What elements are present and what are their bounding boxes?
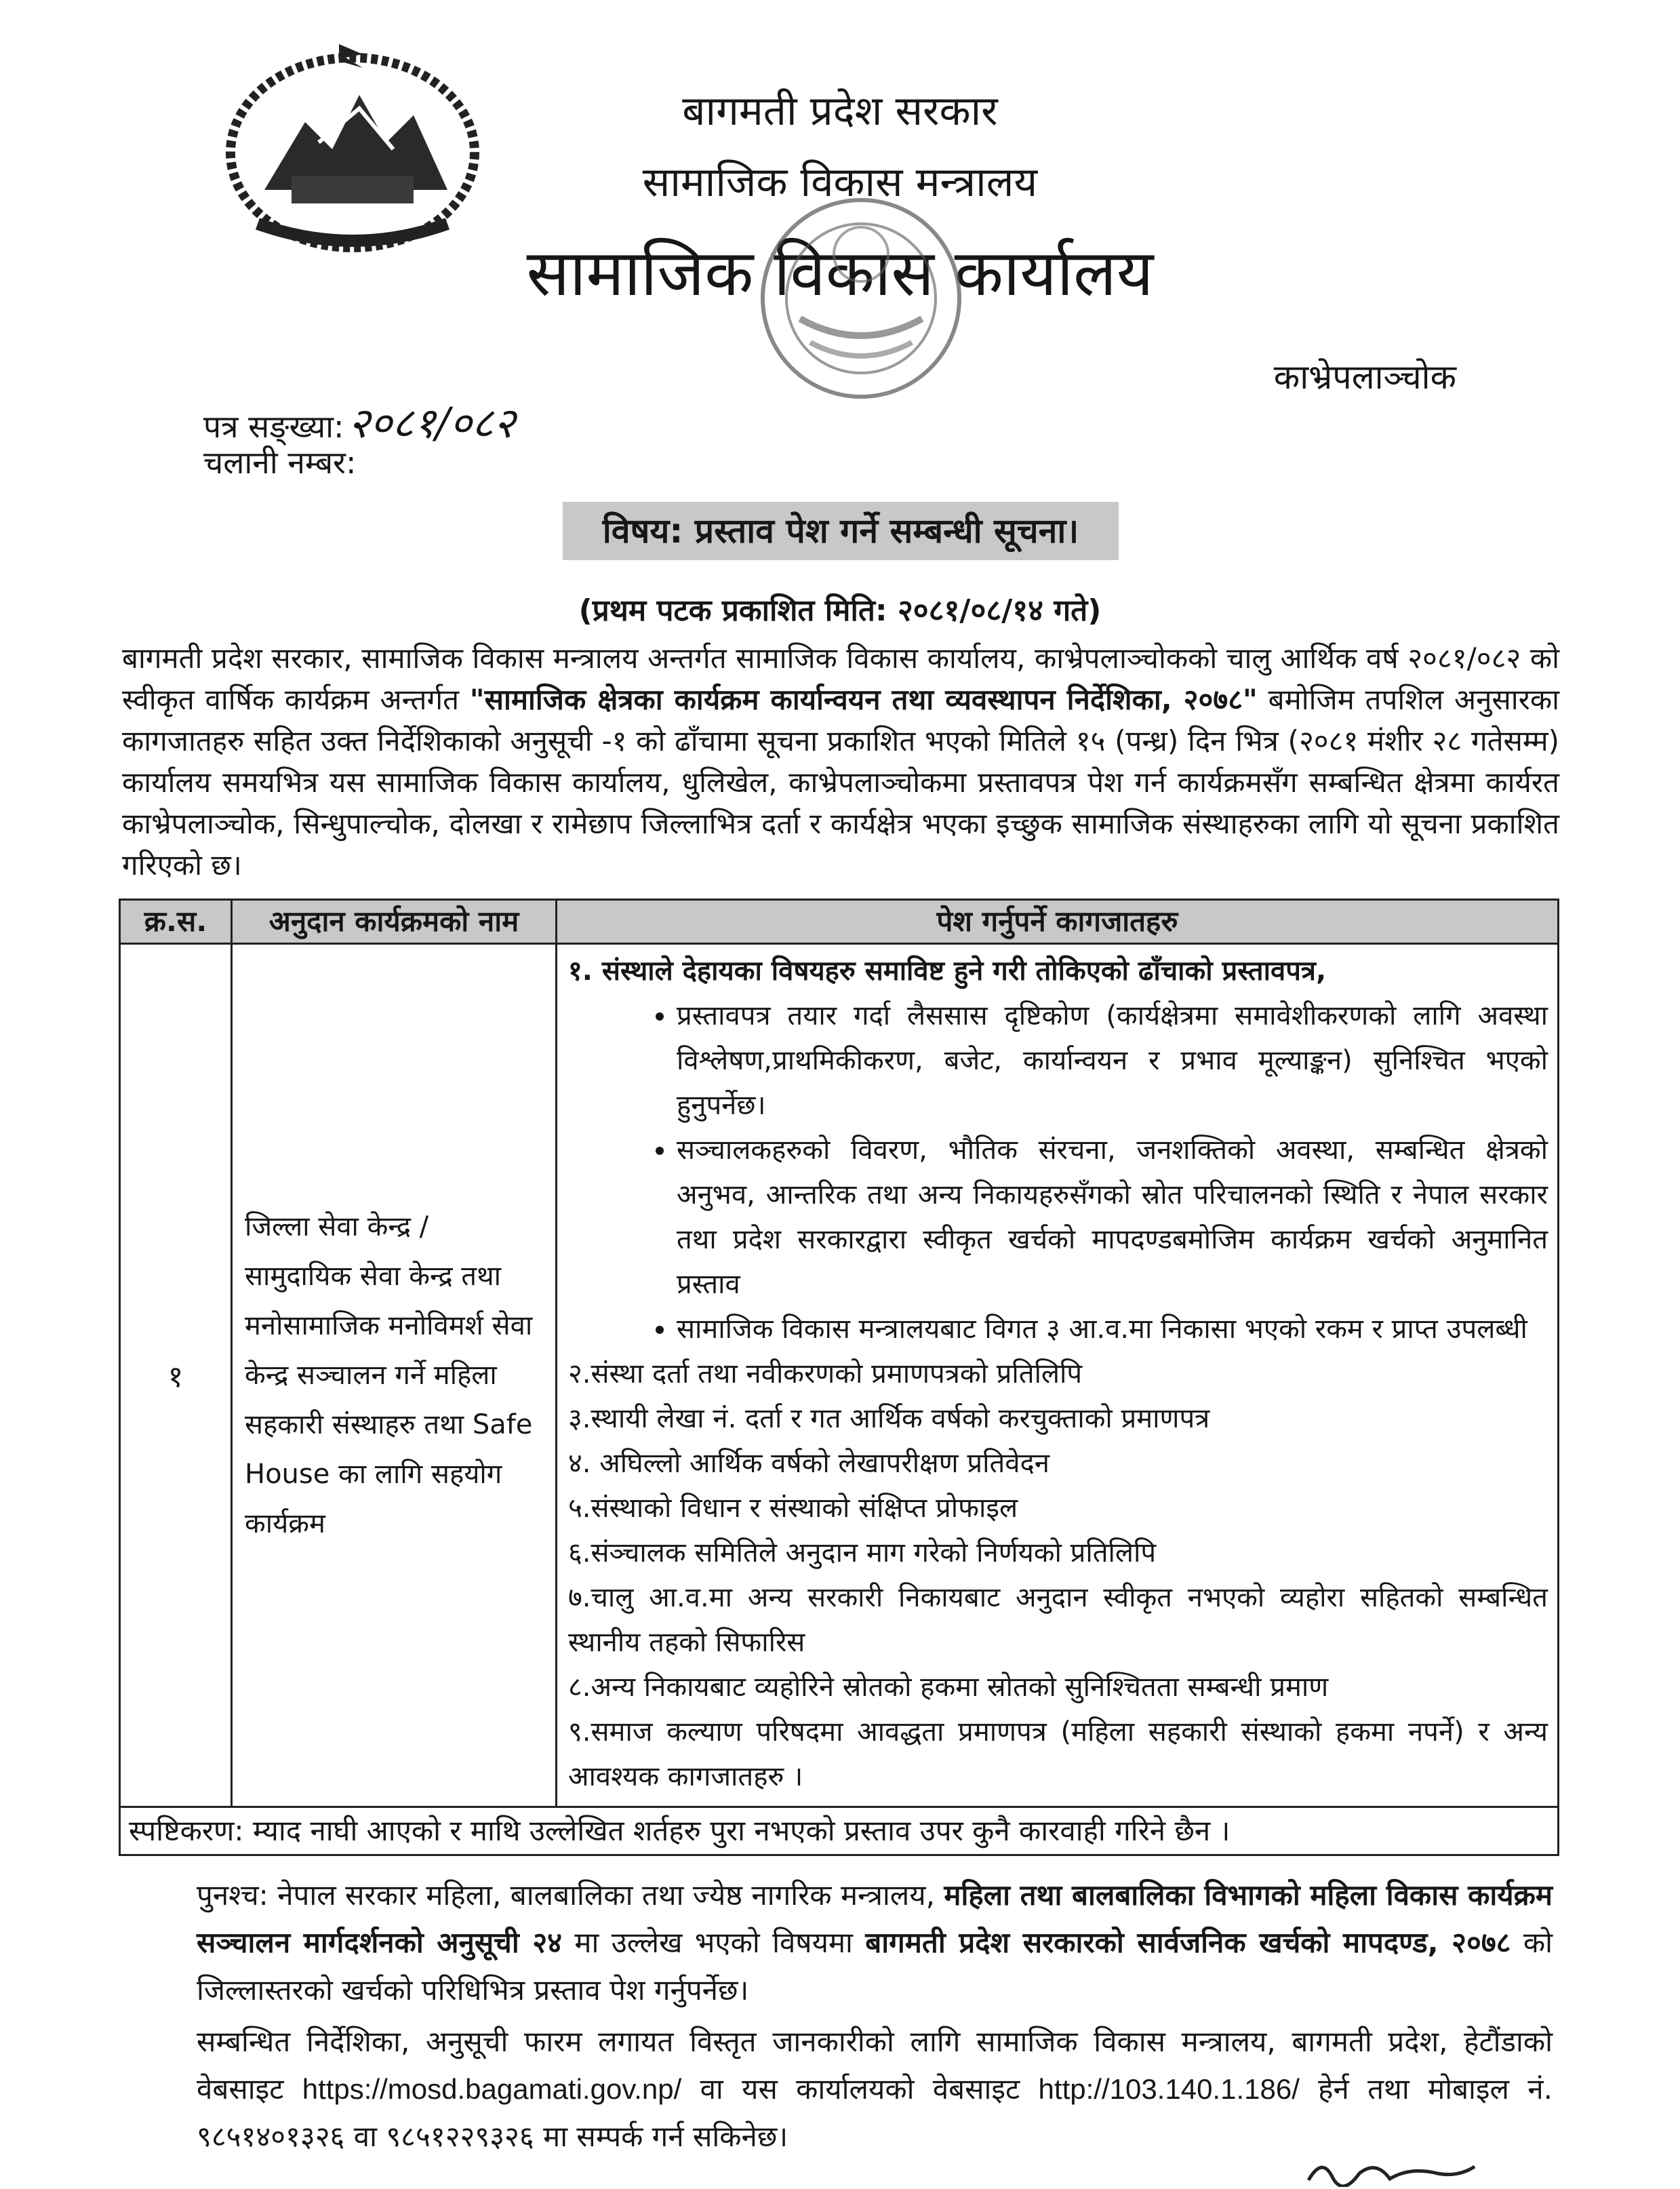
handwritten-signature-icon — [1302, 2153, 1478, 2187]
office-website-link[interactable]: http://103.140.1.186/ — [1038, 2073, 1300, 2105]
publish-date: (प्रथम पटक प्रकाशित मिति: २०८१/०८/१४ गते) — [578, 593, 1102, 628]
postscript-text-a: पुनश्च: नेपाल सरकार महिला, बालबालिका तथा ज्येष्ठ नागरिक मन्त्रालय, — [197, 1878, 944, 1912]
office-name: सामाजिक विकास कार्यालय — [526, 237, 1154, 311]
doc-item: ३.स्थायी लेखा नं. दर्ता र गत आर्थिक वर्षको करचुक्ताको प्रमाणपत्र — [568, 1403, 1210, 1434]
doc-item: ९.समाज कल्याण परिषदमा आवद्धता प्रमाणपत्र (महिला सहकारी संस्थाको हकमा नपर्ने) र अन्य आवश्यक कागजातहरु । — [568, 1716, 1548, 1792]
contact-text-a: सम्बन्धित निर्देशिका, अनुसूची फारम लगायत विस्तृत जानकारीको लागि सामाजिक विकास मन्त्रालय, बागमती प्रदेश, हेटौंडाको वेबसाइट — [197, 2025, 1553, 2106]
row-program-name: जिल्ला सेवा केन्द्र / सामुदायिक सेवा केन्द्र तथा मनोसामाजिक मनोविमर्श सेवा केन्द्र सञ्चालन गर्ने महिला सहकारी संस्थाहरु तथा Safe House का लागि सहयोग कार्यक्रम — [232, 944, 557, 1807]
nepal-government-emblem-icon — [217, 41, 488, 258]
col-header-sn: क्र.स. — [120, 900, 232, 944]
doc-item: ५.संस्थाको विधान र संस्थाको संक्षिप्त प्रोफाइल — [568, 1493, 1018, 1524]
doc-item: २.संस्था दर्ता तथा नवीकरणको प्रमाणपत्रको प्रतिलिपि — [568, 1358, 1083, 1389]
postscript-text-b: मा उल्लेख भएको विषयमा — [562, 1926, 866, 1959]
doc-item: ४. अघिल्लो आर्थिक वर्षको लेखापरीक्षण प्रतिवेदन — [568, 1448, 1049, 1479]
ministry-website-link[interactable]: https://mosd.bagamati.gov.np/ — [302, 2073, 682, 2105]
col-header-program: अनुदान कार्यक्रमको नाम — [232, 900, 557, 944]
intro-directive-name: "सामाजिक क्षेत्रका कार्यक्रम कार्यान्वयन तथा व्यवस्थापन निर्देशिका, २०७८" — [469, 683, 1258, 716]
doc-sublist — [568, 993, 1548, 1352]
notice-subject: विषय: प्रस्ताव पेश गर्ने सम्बन्धी सूचना। — [563, 502, 1119, 560]
doc-item: ७.चालु आ.व.मा अन्य सरकारी निकायबाट अनुदान स्वीकृत नभएको व्यहोरा सहितको सम्बन्धित स्थानीय तहको सिफारिस — [568, 1582, 1548, 1658]
ministry-name: सामाजिक विकास मन्त्रालय — [642, 159, 1038, 206]
table-row — [120, 1807, 1559, 1855]
letter-number-label: पत्र सङ्ख्या: — [203, 408, 344, 445]
contact-text-c: हेर्न तथा मोबाइल नं. ९८५१४०१३२६ वा ९८५१२२९३२६ मा सम्पर्क गर्न सकिनेछ। — [197, 2072, 1553, 2153]
intro-text-b: बमोजिम तपशिल अनुसारका कागजातहरु सहित उक्त निर्देशिकाको अनुसूची -१ को ढाँचामा सूचना प्रकाशित भएको मितिले १५ (पन्ध्र) दिन भित्र (२०८१ मंशीर २८ गतेसम्म) कार्यालय समयभित्र यस सामाजिक विकास कार्यालय, धुलिखेल, काभ्रेपलाञ्चोकमा प्रस्तावपत्र पेश गर्न कार्यक्रमसँग सम्बन्धित क्षेत्रमा कार्यरत काभ्रेपलाञ्चोक, सिन्धुपाल्चोक, दोलखा र रामेछाप जिल्लाभित्र दर्ता र कार्यक्षेत्र भएका इच्छुक सामाजिक संस्थाहरुका लागि यो सूचना प्रकाशित गरिएको छ। — [122, 683, 1559, 882]
intro-text-a: बागमती प्रदेश सरकार, सामाजिक विकास मन्त्रालय अन्तर्गत सामाजिक विकास कार्यालय, काभ्रेपलाञ्चोकको चालु आर्थिक वर्ष २०८१/०८२ को स्वीकृत वार्षिक कार्यक्रम अन्तर्गत — [122, 642, 1559, 716]
postscript-text-c: को जिल्लास्तरको खर्चको परिधिभित्र प्रस्ताव पेश गर्नुपर्नेछ। — [197, 1926, 1553, 2007]
postscript-paragraph — [197, 1872, 1553, 2014]
letter-number-value: २०८१/०८२ — [348, 398, 516, 448]
doc-bullet: • सञ्चालकहरुको विवरण, भौतिक संरचना, जनशक्तिको अवस्था, सम्बन्धित क्षेत्रको अनुभव, आन्तरिक तथा अन्य निकायहरुसँगको स्रोत परिचालनको स्थिति र नेपाल सरकार तथा प्रदेश सरकारद्वारा स्वीकृत खर्चको मापदण्डबमोजिम कार्यक्रम खर्चको अनुमानित प्रस्ताव — [677, 1128, 1548, 1307]
doc-item: १. संस्थाले देहायका विषयहरु समाविष्ट हुने गरी तोकिएको ढाँचाको प्रस्तावपत्र, — [568, 955, 1327, 987]
doc-item: ८.अन्य निकायबाट व्यहोरिने स्रोतको हकमा स्रोतको सुनिश्चितता सम्बन्धी प्रमाण — [568, 1672, 1329, 1703]
postscript-guideline: महिला तथा बालबालिका विभागको महिला विकास कार्यक्रम सञ्चालन मार्गदर्शनको अनुसूची २४ — [197, 1878, 1553, 1959]
table-header-row — [120, 900, 1559, 944]
doc-bullet: • सामाजिक विकास मन्त्रालयबाट विगत ३ आ.व.मा निकासा भएको रकम र प्राप्त उपलब्धी — [677, 1307, 1548, 1352]
office-seal-stamp-icon — [753, 190, 969, 407]
doc-item: ६.संञ्चालक समितिले अनुदान माग गरेको निर्णयको प्रतिलिपि — [568, 1537, 1157, 1569]
col-header-documents: पेश गर्नुपर्ने कागजातहरु — [557, 900, 1559, 944]
intro-paragraph — [122, 637, 1559, 886]
requirements-table — [119, 899, 1559, 1856]
doc-bullet: • प्रस्तावपत्र तयार गर्दा लैससास दृष्टिकोण (कार्यक्षेत्रमा समावेशीकरणको लागि अवस्था विश्लेषण,प्राथमिकीकरण, बजेट, कार्यान्वयन र प्रभाव मूल्याङ्कन) सुनिश्चित भएको हुनुपर्नेछ। — [677, 993, 1548, 1128]
postscript-expense-standard: बागमती प्रदेश सरकारको सार्वजनिक खर्चको मापदण्ड, २०७८ — [865, 1926, 1511, 1959]
ministry-province-line: बागमती प्रदेश सरकार — [682, 87, 998, 135]
contact-text-b: वा यस कार्यालयको वेबसाइट — [681, 2072, 1039, 2106]
table-row — [120, 944, 1559, 1807]
district-name: काभ्रेपलाञ्चोक — [1273, 357, 1456, 397]
clarification-note: स्पष्टिकरण: म्याद नाघी आएको र माथि उल्लेखित शर्तहरु पुरा नभएको प्रस्ताव उपर कुनै कारवाही गरिने छैन । — [120, 1807, 1559, 1855]
contact-paragraph — [197, 2018, 1553, 2161]
row-documents — [557, 944, 1559, 1807]
row-serial: १ — [120, 944, 232, 1807]
dispatch-number-label: चलानी नम्बर: — [203, 444, 357, 481]
